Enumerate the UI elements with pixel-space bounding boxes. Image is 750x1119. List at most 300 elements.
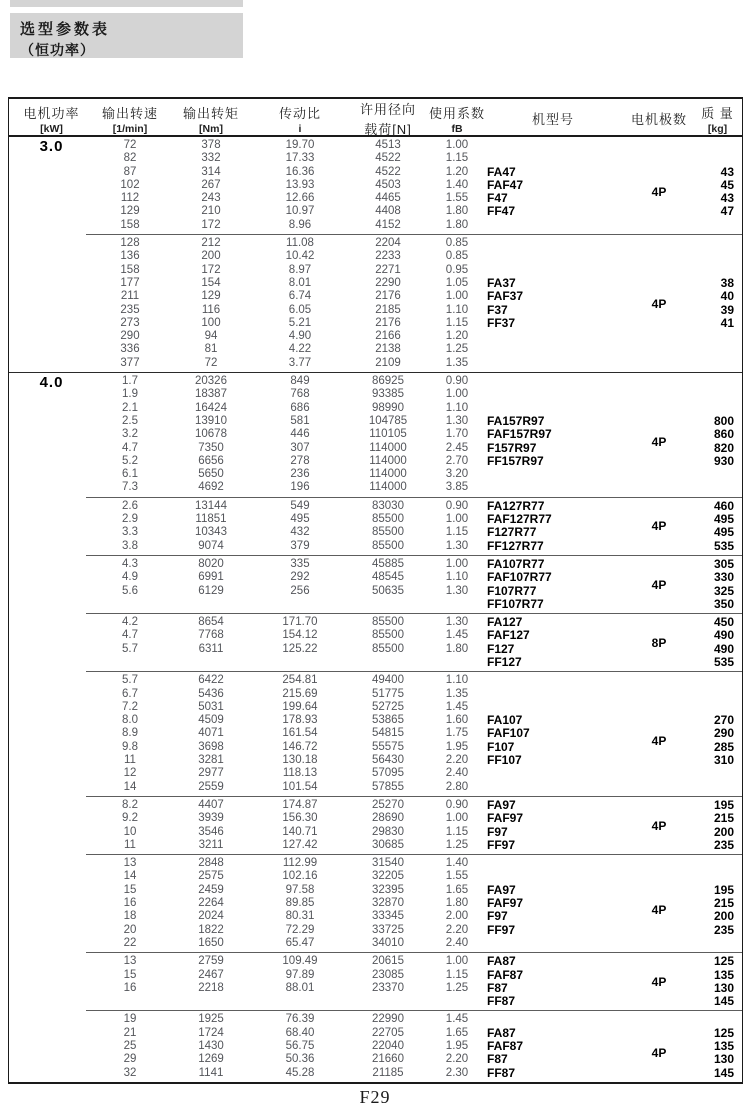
cell-mass: 305: [713, 556, 734, 571]
table-block: [9, 373, 742, 497]
cell-ratio: 5.21: [288, 316, 312, 329]
cell-poles-spacer: [624, 1013, 694, 1026]
table-row: [9, 277, 742, 290]
cell-output-torque: 4692: [198, 481, 224, 494]
cell-radial-load: 50635: [372, 584, 404, 597]
cell-output-speed: 5.6: [122, 584, 138, 597]
cell-output-torque: 2024: [198, 910, 224, 923]
table-header-row: [9, 99, 742, 137]
cell-model: FAF97: [487, 811, 524, 826]
cell-output-torque: 378: [201, 139, 221, 151]
cell-service-factor: [432, 995, 482, 1008]
cell-ratio: 125.22: [282, 642, 318, 655]
cell-output-torque: 18387: [195, 388, 227, 401]
table-row: [9, 152, 742, 165]
cell-ratio: [256, 598, 344, 611]
cell-radial-load: 4522: [375, 152, 401, 165]
cell-model: [482, 388, 624, 401]
cell-radial-load: 45885: [372, 557, 404, 570]
cell-mass: 130: [713, 1052, 734, 1067]
cell-power-spacer: [9, 179, 94, 192]
cell-output-speed: 5.2: [122, 454, 138, 467]
cell-radial-load: 32870: [372, 897, 404, 910]
cell-power-spacer: [9, 897, 94, 910]
cell-model: FF87: [487, 994, 516, 1009]
cell-output-speed: 32: [123, 1066, 137, 1079]
cell-ratio: 109.49: [282, 955, 318, 968]
table-row: [9, 357, 742, 370]
header-mass: [694, 99, 741, 138]
cell-ratio: 335: [290, 557, 310, 570]
cell-service-factor: 1.10: [445, 571, 469, 584]
cell-mass: [694, 701, 741, 714]
cell-output-speed: 1.7: [122, 375, 138, 388]
cell-service-factor: 0.95: [445, 263, 469, 276]
cell-output-torque: 3939: [198, 812, 224, 825]
cell-poles-spacer: [624, 995, 694, 1008]
cell-poles-spacer: [624, 481, 694, 494]
table-row: [9, 205, 742, 218]
cell-mass: [694, 781, 741, 794]
cell-service-factor: 3.85: [445, 481, 469, 494]
cell-ratio: 307: [290, 441, 310, 454]
cell-ratio: 97.58: [285, 883, 315, 896]
cell-model: FA127: [487, 615, 523, 630]
cell-output-torque: 116: [201, 303, 221, 316]
cell-output-torque: 16424: [195, 401, 227, 414]
cell-radial-load: 23370: [372, 981, 404, 994]
cell-output-speed: 3.8: [122, 539, 138, 552]
cell-output-speed: 128: [120, 237, 140, 250]
cell-service-factor: 1.75: [445, 727, 469, 740]
cell-mass: 310: [713, 753, 734, 768]
cell-service-factor: 1.80: [445, 642, 469, 655]
cell-radial-load: [344, 995, 432, 1008]
cell-poles-spacer: [624, 343, 694, 356]
cell-output-torque: 3211: [198, 838, 224, 851]
cell-output-torque: 154: [201, 276, 221, 289]
cell-power-spacer: [9, 767, 94, 780]
cell-model: [482, 357, 624, 370]
cell-model: [482, 330, 624, 343]
cell-output-speed: 4.3: [122, 557, 138, 570]
cell-radial-load: 98990: [372, 401, 404, 414]
cell-service-factor: 1.00: [445, 557, 469, 570]
cell-radial-load: 85500: [372, 642, 404, 655]
cell-ratio: 146.72: [282, 740, 318, 753]
cell-service-factor: [432, 656, 482, 669]
cell-service-factor: 0.90: [445, 375, 469, 388]
cell-output-speed: 10: [123, 825, 137, 838]
cell-service-factor: 1.15: [445, 316, 469, 329]
cell-power-spacer: [9, 513, 94, 526]
cell-model: FA87: [487, 954, 516, 969]
cell-power-spacer: [9, 629, 94, 642]
cell-ratio: 118.13: [282, 767, 318, 780]
cell-ratio: 89.85: [285, 897, 315, 910]
cell-power-spacer: [9, 388, 94, 401]
cell-output-torque: 6656: [198, 454, 224, 467]
cell-mass: 39: [720, 302, 734, 317]
poles-value: 4P: [651, 434, 667, 449]
cell-model: F107: [487, 739, 515, 754]
cell-radial-load: 85500: [372, 629, 404, 642]
cell-output-speed: 21: [123, 1026, 137, 1039]
cell-poles-spacer: [624, 455, 694, 468]
cell-power-spacer: [9, 1027, 94, 1040]
cell-service-factor: 1.25: [445, 343, 469, 356]
cell-power-spacer: [9, 237, 94, 250]
cell-mass: 450: [713, 615, 734, 630]
table-row: [9, 656, 742, 669]
cell-radial-load: 25270: [372, 798, 404, 811]
header-output-torque: [166, 99, 256, 138]
cell-power-spacer: [9, 455, 94, 468]
cell-ratio: 50.36: [285, 1053, 315, 1066]
cell-mass: [694, 870, 741, 883]
cell-radial-load: 2290: [375, 276, 401, 289]
table-row: [9, 317, 742, 330]
cell-service-factor: 2.45: [445, 441, 469, 454]
cell-output-speed: 377: [120, 356, 140, 369]
cell-output-speed: 158: [120, 218, 140, 231]
cell-service-factor: 1.00: [445, 513, 469, 526]
cell-model: FF37: [487, 315, 516, 330]
cell-ratio: 156.30: [282, 812, 318, 825]
cell-power-spacer: [9, 839, 94, 852]
cell-output-torque: 13910: [195, 414, 227, 427]
cell-ratio: 17.33: [285, 152, 315, 165]
cell-output-speed: 5.7: [122, 642, 138, 655]
cell-service-factor: 1.20: [445, 165, 469, 178]
cell-mass: [694, 468, 741, 481]
cell-radial-load: 83030: [372, 499, 404, 512]
cell-ratio: 68.40: [285, 1026, 315, 1039]
cell-model: [482, 219, 624, 232]
cell-output-torque: 10678: [195, 428, 227, 441]
table-block: [9, 797, 742, 854]
table-row: [9, 500, 742, 513]
cell-output-speed: 16: [123, 981, 137, 994]
cell-output-speed: 87: [123, 165, 137, 178]
cell-power-spacer: [9, 571, 94, 584]
cell-mass: 235: [713, 922, 734, 937]
cell-output-torque: 5650: [198, 468, 224, 481]
cell-mass: 215: [713, 811, 734, 826]
cell-model: FF97: [487, 922, 516, 937]
cell-model: FAF37: [487, 289, 524, 304]
poles-value: 4P: [651, 185, 667, 200]
cell-ratio: 140.71: [282, 825, 318, 838]
cell-radial-load: 2109: [375, 356, 401, 369]
cell-model: FAF47: [487, 177, 524, 192]
cell-mass: 195: [713, 797, 734, 812]
cell-ratio: 13.93: [285, 178, 315, 191]
cell-power-spacer: [9, 688, 94, 701]
cell-service-factor: 2.40: [445, 767, 469, 780]
cell-power-spacer: [9, 910, 94, 923]
cell-radial-load: 54815: [372, 727, 404, 740]
poles-value: 4P: [651, 903, 667, 918]
cell-model: FA107: [487, 713, 523, 728]
poles-value: 4P: [651, 974, 667, 989]
table-row: [9, 616, 742, 629]
page-number: F29: [359, 1087, 391, 1107]
cell-ratio: 432: [290, 526, 310, 539]
cell-mass: 535: [713, 538, 734, 553]
cell-output-torque: 6129: [198, 584, 224, 597]
cell-service-factor: 0.85: [445, 250, 469, 263]
cell-poles-spacer: [624, 205, 694, 218]
table-row: [9, 250, 742, 263]
cell-mass: 145: [713, 994, 734, 1009]
cell-ratio: 495: [290, 513, 310, 526]
cell-radial-load: 114000: [369, 454, 407, 467]
cell-model: [482, 402, 624, 415]
cell-model: FAF127R77: [487, 512, 552, 527]
cell-radial-load: 23085: [372, 968, 404, 981]
cell-output-speed: 13: [123, 955, 137, 968]
cell-power-spacer: [9, 277, 94, 290]
cell-model: F87: [487, 1052, 508, 1067]
cell-output-torque: 6311: [198, 642, 224, 655]
cell-ratio: 72.29: [285, 923, 315, 936]
cell-mass: 215: [713, 896, 734, 911]
cell-output-torque: 7350: [198, 441, 224, 454]
cell-service-factor: 1.95: [445, 740, 469, 753]
cell-power-spacer: [9, 558, 94, 571]
cell-model: FAF157R97: [487, 427, 552, 442]
cell-power-spacer: [9, 884, 94, 897]
cell-ratio: 112.99: [282, 857, 318, 870]
cell-ratio: 154.12: [282, 629, 318, 642]
cell-power-spacer: [9, 219, 94, 232]
cell-output-torque: 2459: [198, 883, 224, 896]
motor-power-value: 4.0: [39, 374, 64, 392]
cell-output-torque: 129: [201, 290, 221, 303]
cell-power-spacer: [9, 616, 94, 629]
cell-radial-load: 4465: [375, 192, 401, 205]
table-row: [9, 857, 742, 870]
cell-radial-load: 30685: [372, 838, 404, 851]
cell-radial-load: 51775: [372, 687, 404, 700]
cell-mass: 145: [713, 1065, 734, 1080]
cell-service-factor: 1.10: [445, 303, 469, 316]
cell-service-factor: 1.55: [445, 192, 469, 205]
cell-radial-load: 55575: [372, 740, 404, 753]
cell-ratio: 199.64: [282, 700, 318, 713]
cell-mass: 535: [713, 654, 734, 669]
cell-output-speed: 336: [120, 343, 140, 356]
cell-poles-spacer: [624, 799, 694, 812]
cell-service-factor: 1.80: [445, 205, 469, 218]
cell-model: FAF107R77: [487, 570, 552, 585]
cell-poles-spacer: [624, 402, 694, 415]
cell-ratio: 88.01: [285, 981, 315, 994]
table-row: [9, 264, 742, 277]
table-row: [9, 767, 742, 780]
cell-power-spacer: [9, 857, 94, 870]
table-row: [9, 558, 742, 571]
cell-mass: [694, 937, 741, 950]
cell-output-torque: 200: [201, 250, 221, 263]
cell-mass: 43: [720, 191, 734, 206]
cell-power-spacer: [9, 1053, 94, 1066]
cell-ratio: 10.42: [285, 250, 315, 263]
cell-output-speed: 25: [123, 1040, 137, 1052]
cell-output-torque: 6991: [198, 571, 224, 584]
header-output-torque-label: 输出转矩: [182, 105, 239, 121]
cell-mass: 125: [713, 954, 734, 969]
cell-model: F47: [487, 191, 508, 206]
cell-output-speed: 2.1: [122, 401, 138, 414]
table-row: [9, 870, 742, 883]
cell-power-spacer: [9, 812, 94, 825]
cell-radial-load: 52725: [372, 700, 404, 713]
cell-ratio: 549: [290, 499, 310, 512]
header-ratio: [256, 99, 344, 138]
cell-ratio: 686: [290, 401, 310, 414]
cell-mass: [694, 152, 741, 165]
cell-power-spacer: [9, 955, 94, 968]
cell-poles-spacer: [624, 701, 694, 714]
table-row: [9, 375, 742, 388]
cell-mass: [694, 767, 741, 780]
cell-ratio: 278: [290, 454, 310, 467]
cell-poles-spacer: [624, 767, 694, 780]
cell-ratio: 80.31: [285, 910, 315, 923]
cell-radial-load: 2185: [375, 303, 401, 316]
cell-service-factor: 1.20: [445, 330, 469, 343]
header-motor-power-label: 电机功率: [23, 105, 80, 121]
cell-output-speed: 6.7: [122, 687, 138, 700]
cell-ratio: 65.47: [285, 936, 315, 949]
cell-poles-spacer: [624, 558, 694, 571]
cell-service-factor: 1.40: [445, 857, 469, 870]
cell-power-spacer: [9, 714, 94, 727]
cell-output-speed: 211: [120, 290, 140, 303]
cell-service-factor: 2.30: [445, 1066, 469, 1079]
cell-output-speed: 16: [123, 897, 137, 910]
header-poles: [624, 99, 694, 138]
poles-value: 4P: [651, 296, 667, 311]
cell-output-torque: [166, 598, 256, 611]
table-block: [9, 556, 742, 613]
cell-radial-load: 110105: [369, 428, 407, 441]
cell-power-spacer: [9, 674, 94, 687]
cell-output-speed: 22: [123, 936, 137, 949]
cell-radial-load: 32395: [372, 883, 404, 896]
cell-power-spacer: [9, 540, 94, 553]
cell-output-torque: 1822: [198, 923, 224, 936]
cell-radial-load: 48545: [372, 571, 404, 584]
cell-power-spacer: [9, 330, 94, 343]
cell-radial-load: 104785: [368, 414, 408, 427]
cell-mass: 135: [713, 967, 734, 982]
cell-power-spacer: [9, 343, 94, 356]
cell-ratio: 102.16: [282, 870, 318, 883]
cell-poles-spacer: [624, 714, 694, 727]
cell-ratio: 849: [290, 375, 310, 388]
cell-model: FF157R97: [487, 453, 544, 468]
poles-value: 4P: [651, 577, 667, 592]
cell-output-torque: 2848: [198, 857, 224, 870]
motor-power-value: 3.0: [39, 138, 64, 155]
cell-service-factor: 0.90: [445, 499, 469, 512]
cell-power-spacer: [9, 1013, 94, 1026]
header-service-factor-label: 使用系数: [429, 105, 486, 121]
cell-service-factor: 1.35: [445, 687, 469, 700]
table-row: [9, 674, 742, 687]
cell-radial-load: 2271: [375, 263, 401, 276]
header-output-speed: [94, 99, 166, 138]
cell-radial-load: 2233: [375, 250, 401, 263]
cell-output-torque: 2218: [198, 981, 224, 994]
table-row: [9, 1027, 742, 1040]
cell-service-factor: 1.80: [445, 218, 469, 231]
table-body: [9, 137, 742, 1082]
cell-power-spacer: [9, 166, 94, 179]
cell-ratio: 8.96: [288, 218, 312, 231]
cell-service-factor: 1.05: [445, 276, 469, 289]
table-row: [9, 139, 742, 152]
cell-output-torque: 1925: [198, 1013, 224, 1026]
cell-power-spacer: [9, 304, 94, 317]
cell-radial-load: 4408: [375, 205, 401, 218]
cell-model: [482, 674, 624, 687]
cell-model: [482, 767, 624, 780]
cell-power-spacer: [9, 781, 94, 794]
cell-output-speed: 18: [123, 910, 137, 923]
cell-output-torque: 10343: [195, 526, 227, 539]
cell-model: FA97: [487, 882, 516, 897]
cell-mass: 200: [713, 909, 734, 924]
cell-mass: 38: [720, 275, 734, 290]
cell-model: [482, 343, 624, 356]
cell-output-torque: 1724: [198, 1026, 224, 1039]
cell-mass: [694, 375, 741, 388]
cell-poles-spacer: [624, 656, 694, 669]
cell-power-spacer: [9, 152, 94, 165]
cell-service-factor: 1.65: [445, 1026, 469, 1039]
cell-service-factor: 2.00: [445, 910, 469, 923]
cell-power-spacer: [9, 826, 94, 839]
cell-output-speed: 2.5: [122, 414, 138, 427]
table-row: [9, 701, 742, 714]
cell-radial-load: 21185: [372, 1066, 404, 1079]
cell-radial-load: 93385: [372, 388, 404, 401]
cell-model: FF47: [487, 204, 516, 219]
cell-ratio: 196: [290, 481, 310, 494]
cell-poles-spacer: [624, 152, 694, 165]
cell-poles-spacer: [624, 839, 694, 852]
header-output-torque-unit: [Nm]: [199, 122, 223, 135]
cell-service-factor: 1.55: [445, 870, 469, 883]
poles-value: 4P: [651, 519, 667, 534]
cell-poles-spacer: [624, 540, 694, 553]
table-row: [9, 388, 742, 401]
cell-mass: [694, 264, 741, 277]
cell-power-spacer: [9, 402, 94, 415]
cell-ratio: 56.75: [285, 1040, 315, 1052]
cell-ratio: 76.39: [285, 1013, 315, 1026]
cell-radial-load: 57095: [372, 767, 404, 780]
cell-ratio: 379: [290, 539, 310, 552]
cell-ratio: 4.90: [288, 330, 312, 343]
cell-poles-spacer: [624, 674, 694, 687]
cell-output-torque: 81: [204, 343, 218, 356]
cell-radial-load: 85500: [372, 616, 404, 629]
